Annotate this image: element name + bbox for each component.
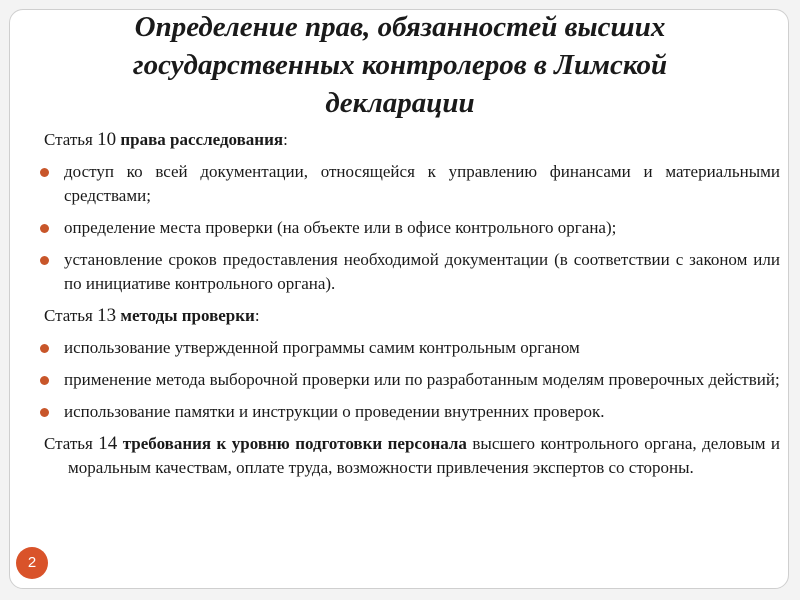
list-item [40,400,780,424]
list-item [40,336,780,360]
slide-title: Определение прав, обязанностей высших государственных контролеров в Лимской декларации [132,11,668,119]
list-item-text: доступ ко всей документации, относящейся к управлению финансами и материальными средствами; [64,162,780,205]
list-item [40,368,780,392]
list-item [40,248,780,296]
list-item-text: определение места проверки (на объекте или в офисе контрольного органа); [64,218,617,237]
article-prefix: Статья [44,306,93,325]
article-number: 10 [97,129,117,150]
article-text: высшего контрольного органа, деловым и моральным качествам, оплате труда, возможности привлечения экспертов со стороны. [68,434,780,477]
article-title: требования к уровню подготовки персонала [122,434,467,453]
article-13-heading [40,304,780,328]
article-title: методы проверки [120,306,255,325]
bullet-icon [40,224,49,233]
bullet-icon [40,408,49,417]
bullet-icon [40,344,49,353]
article-14-paragraph [40,432,780,480]
list-item [40,160,780,208]
article-prefix: Статья [44,434,93,453]
article-10-heading [40,128,780,152]
bullet-icon [40,168,49,177]
list-item-text: применение метода выборочной проверки или по разработанным моделям проверочных действий; [64,370,780,389]
list-item-text: использование утвержденной программы самим контрольным органом [64,338,580,357]
article-number: 13 [97,305,117,326]
bullet-icon [40,256,49,265]
bullet-icon [40,376,49,385]
article-number: 14 [98,433,118,454]
slide-content [40,128,780,488]
article-colon: : [283,130,288,149]
article-title: права расследования [120,130,284,149]
article-colon: : [254,306,260,325]
article-prefix: Статья [44,130,93,149]
list-item [40,216,780,240]
page-number-badge: 2 [16,547,48,579]
list-item-text: установление сроков предоставления необходимой документации (в соответствии с законом или по инициативе контрольного органа). [64,250,780,293]
list-item-text: использование памятки и инструкции о проведении внутренних проверок. [64,402,605,421]
